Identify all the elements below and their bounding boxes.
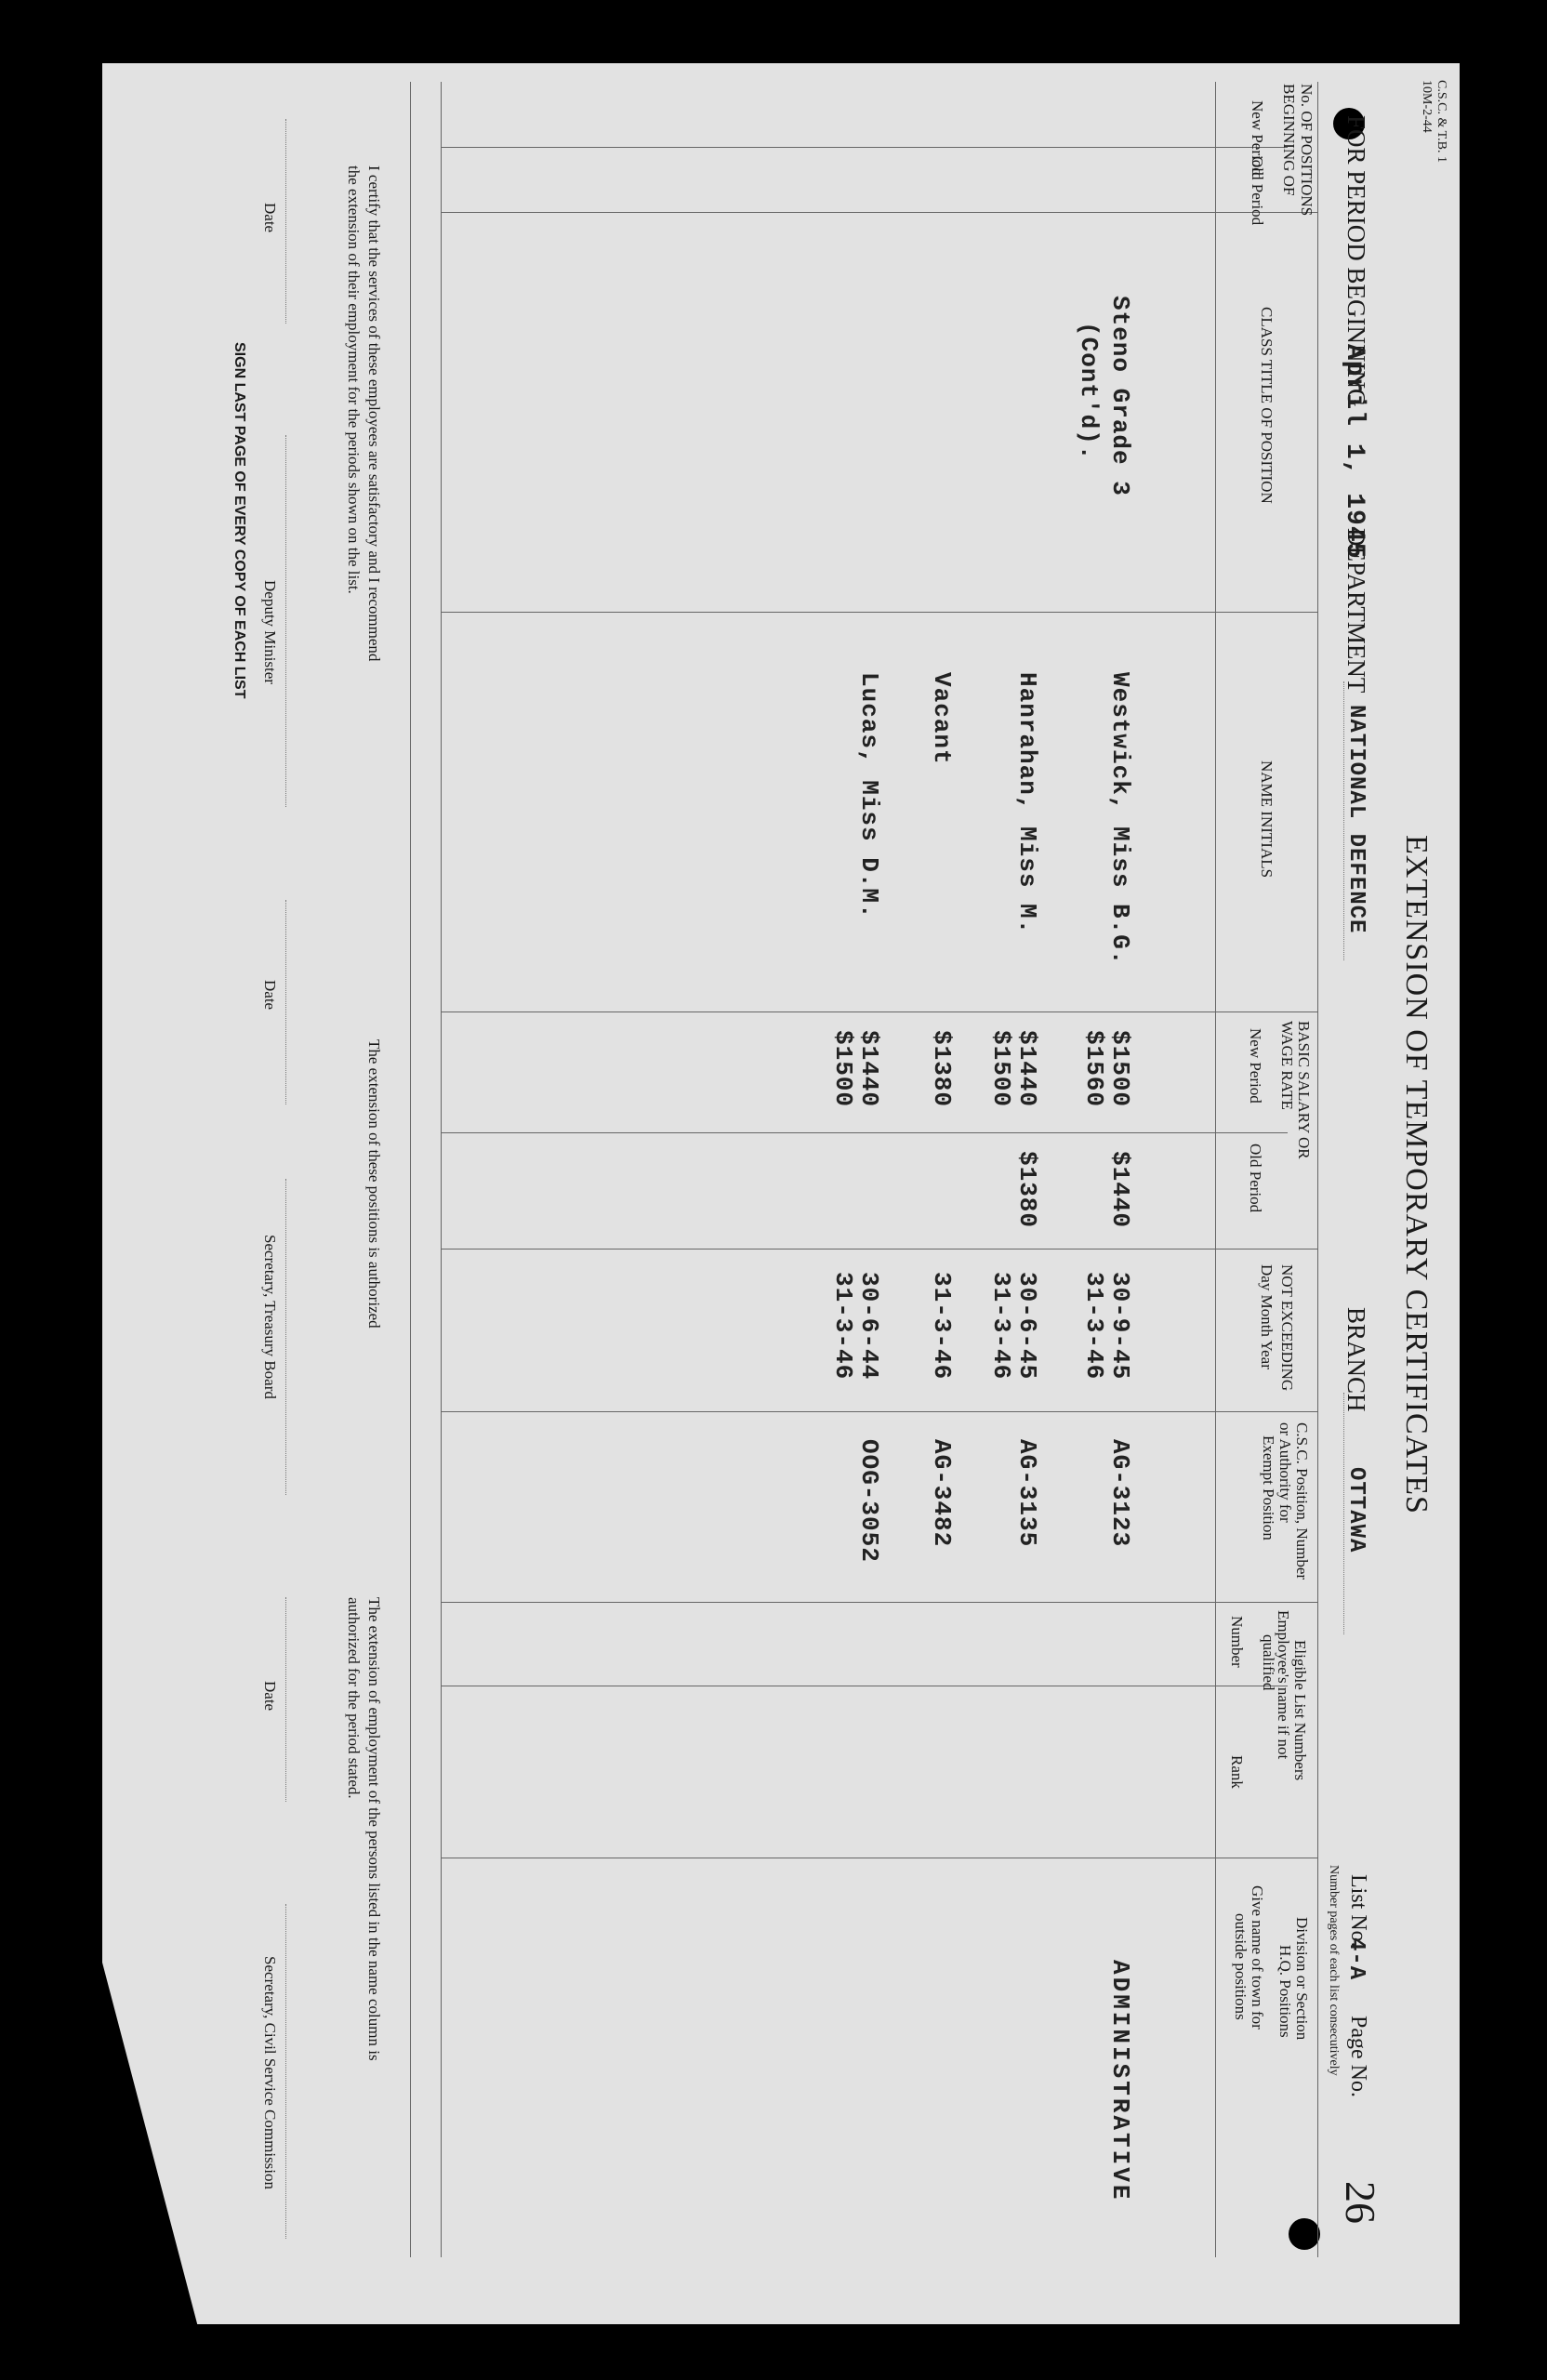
row-1-new-salary-1: $1500 bbox=[1106, 1030, 1134, 1108]
header-bottom-rule bbox=[1215, 82, 1216, 2257]
extension-text-1: The extension of employment of the persons listed in the name column is bbox=[365, 1597, 383, 2061]
row-2-old-salary: $1380 bbox=[1013, 1151, 1041, 1229]
row-2-new-salary-1: $1440 bbox=[1013, 1030, 1041, 1108]
header-eligible-3: qualified bbox=[1260, 1634, 1277, 1691]
row-4-new-salary-1: $1440 bbox=[855, 1030, 883, 1108]
row-3-csc: AG-3482 bbox=[928, 1439, 956, 1548]
divider-new-old bbox=[442, 147, 1288, 148]
sig-line-date-3 bbox=[285, 1597, 286, 1802]
row-1-date-1: 30-9-45 bbox=[1106, 1272, 1134, 1381]
header-name: NAME INITIALS bbox=[1258, 760, 1276, 879]
authorized-text: The extension of these positions is authorized bbox=[365, 1039, 383, 1329]
rotated-form-sheet bbox=[102, 63, 1460, 2324]
certify-text-2: the extension of their employment for the periods shown on the list. bbox=[345, 165, 363, 594]
header-salary: BASIC SALARY OR bbox=[1295, 1021, 1313, 1159]
header-division: Division or Section bbox=[1293, 1917, 1311, 2041]
class-title-line-1: Steno Grade 3 bbox=[1106, 296, 1134, 496]
extension-text-2: authorized for the period stated. bbox=[345, 1597, 363, 1799]
form-code: C.S.C. & T.B. 1 bbox=[1435, 80, 1448, 163]
branch-label: BRANCH bbox=[1342, 1307, 1370, 1412]
branch-value: OTTAWA bbox=[1343, 1467, 1368, 1554]
row-4-csc: OOG-3052 bbox=[855, 1439, 883, 1563]
row-4-name: Lucas, Miss D.M. bbox=[855, 672, 883, 919]
header-top-rule bbox=[1317, 82, 1318, 2257]
list-no-value: 4-A bbox=[1343, 1937, 1368, 1981]
ink-blot-right bbox=[1289, 2218, 1320, 2250]
list-no-label: List No. bbox=[1346, 1874, 1370, 1948]
header-rank: Rank bbox=[1228, 1755, 1246, 1789]
row-1-name: Westwick, Miss B.G. bbox=[1106, 672, 1134, 966]
header-positions-sub: BEGINNING OF bbox=[1280, 84, 1298, 196]
class-title-line-2: (Cont'd). bbox=[1075, 322, 1103, 461]
sig-date-1: Date bbox=[261, 203, 279, 233]
division-value: ADMINISTRATIVE bbox=[1106, 1960, 1134, 2202]
row-4-date-1: 30-6-44 bbox=[855, 1272, 883, 1381]
page-note: Number pages of each list consecutively bbox=[1327, 1865, 1341, 2076]
row-2-new-salary-2: $1500 bbox=[987, 1030, 1015, 1108]
sig-treasury: Secretary, Treasury Board bbox=[261, 1235, 279, 1399]
header-old-period: Old Period bbox=[1249, 156, 1266, 226]
divider-csc bbox=[442, 1411, 1318, 1412]
certification-rule bbox=[410, 82, 411, 2257]
header-csc: C.S.C. Position, Number bbox=[1293, 1422, 1311, 1580]
divider-exceeding bbox=[442, 1249, 1318, 1250]
sig-line-deputy bbox=[285, 435, 286, 807]
certify-text-1: I certify that the services of these employees are satisfactory and I recommend bbox=[365, 165, 383, 662]
header-class-title: CLASS TITLE OF POSITION bbox=[1258, 307, 1276, 504]
sig-line-date-1 bbox=[285, 119, 286, 324]
divider-class bbox=[442, 212, 1318, 213]
header-positions: No. OF POSITIONS bbox=[1298, 84, 1316, 217]
divider-old-salary bbox=[442, 1132, 1288, 1133]
row-1-date-2: 31-3-46 bbox=[1080, 1272, 1108, 1381]
row-2-date-2: 31-3-46 bbox=[987, 1272, 1015, 1381]
header-division-2: H.Q. Positions bbox=[1276, 1945, 1294, 2038]
row-3-name: Vacant bbox=[928, 672, 956, 765]
row-3-date-1: 31-3-46 bbox=[928, 1272, 956, 1381]
divider-eligible bbox=[442, 1602, 1318, 1603]
department-value: NATIONAL DEFENCE bbox=[1343, 705, 1368, 934]
sign-instruction: SIGN LAST PAGE OF EVERY COPY OF EACH LIST bbox=[231, 342, 247, 699]
form-title: EXTENSION OF TEMPORARY CERTIFICATES bbox=[1399, 835, 1434, 1514]
header-dmy: Day Month Year bbox=[1258, 1264, 1276, 1369]
header-csc-3: Exempt Position bbox=[1260, 1435, 1277, 1540]
period-value: April 1, 1945 bbox=[1340, 344, 1368, 560]
page-no-label: Page No. bbox=[1346, 2016, 1370, 2097]
department-label: DEPARTMENT bbox=[1342, 528, 1370, 694]
sig-deputy: Deputy Minister bbox=[261, 580, 279, 684]
row-1-csc: AG-3123 bbox=[1106, 1439, 1134, 1548]
divider-name bbox=[442, 612, 1318, 613]
header-eligible-2: Employee's name if not bbox=[1275, 1610, 1292, 1760]
header-not-exceeding: NOT EXCEEDING bbox=[1278, 1264, 1296, 1392]
header-csc-2: or Authority for bbox=[1276, 1422, 1294, 1523]
sig-date-2: Date bbox=[261, 980, 279, 1011]
row-2-csc: AG-3135 bbox=[1013, 1439, 1041, 1548]
header-eligible: Eligible List Numbers bbox=[1291, 1640, 1309, 1781]
row-3-new-salary-1: $1380 bbox=[928, 1030, 956, 1108]
sig-date-3: Date bbox=[261, 1681, 279, 1712]
sig-line-csc bbox=[285, 1904, 286, 2239]
row-2-date-1: 30-6-45 bbox=[1013, 1272, 1041, 1381]
form-print-code: 10M-2-44 bbox=[1420, 80, 1434, 133]
sig-csc: Secretary, Civil Service Commission bbox=[261, 1956, 279, 2190]
body-bottom-rule bbox=[441, 82, 442, 2257]
sig-line-date-2 bbox=[285, 900, 286, 1104]
row-4-date-2: 31-3-46 bbox=[829, 1272, 857, 1381]
sig-line-treasury bbox=[285, 1179, 286, 1495]
row-4-new-salary-2: $1500 bbox=[829, 1030, 857, 1108]
header-division-3: Give name of town for bbox=[1249, 1885, 1266, 2030]
header-number: Number bbox=[1228, 1616, 1246, 1668]
header-salary-new: New Period bbox=[1247, 1028, 1264, 1104]
header-salary-old: Old Period bbox=[1247, 1144, 1264, 1213]
header-division-4: outside positions bbox=[1232, 1913, 1250, 2020]
period-label: FOR PERIOD BEGINNING bbox=[1342, 115, 1370, 407]
row-2-name: Hanrahan, Miss M. bbox=[1013, 672, 1041, 935]
row-1-old-salary: $1440 bbox=[1106, 1151, 1134, 1229]
page-no-value: 26 bbox=[1337, 2181, 1384, 2224]
header-salary-sub: WAGE RATE bbox=[1278, 1021, 1296, 1110]
header-new-period: New Period bbox=[1249, 100, 1266, 176]
row-1-new-salary-2: $1560 bbox=[1080, 1030, 1108, 1108]
